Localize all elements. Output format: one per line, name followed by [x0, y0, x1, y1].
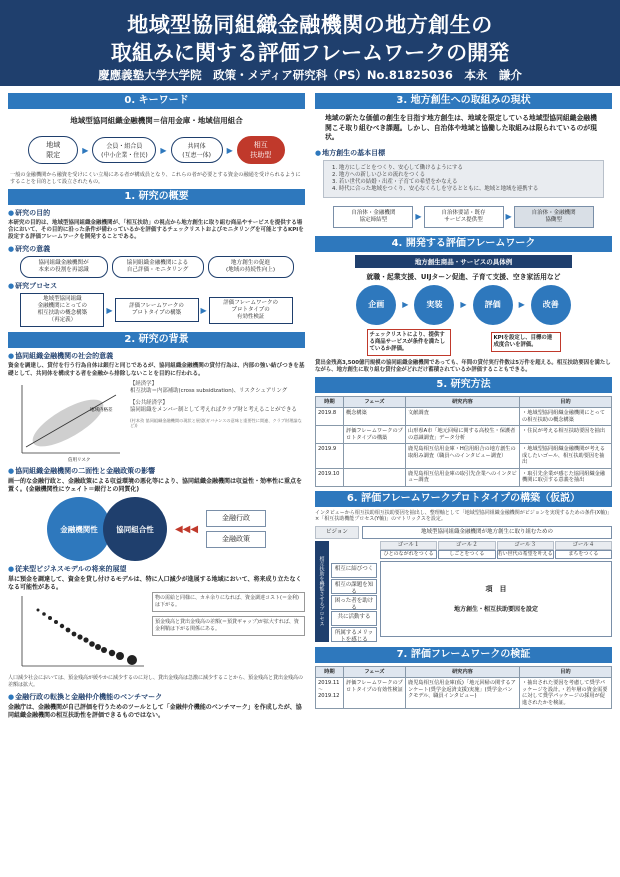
- bg-b-body: 画一的な金融行政と、金融政策による収益環境の悪化等により、協同組織金融機関は収益性・効率性に重点を置く。(金融機関性にウェイト＝銀行との同質化): [8, 478, 303, 493]
- process-title: ● 研究プロセス: [8, 281, 305, 291]
- cell: 2019.8: [316, 408, 344, 426]
- table-row: [316, 678, 612, 709]
- cell: 評価フレームワークのプロトタイプの構築: [344, 426, 406, 444]
- th-content: 研究内容: [406, 396, 520, 408]
- bg-a-title: ● 協同組織金融機関の社会的意義: [8, 351, 305, 361]
- bg-a-theory: [126, 381, 305, 428]
- cell: ・住民が考える相互扶助要因を抽出: [520, 426, 612, 444]
- bg-e-title: ● 金融行政の転換と金融仲介機能のベンチマーク: [8, 692, 305, 702]
- section-verification-header: 7. 評価フレームワークの検証: [315, 647, 612, 663]
- matrix-row-3: 困った者を助ける: [331, 595, 377, 610]
- cycle-act: 改善: [531, 285, 571, 325]
- approach-3: 自治体・金融機関 協働型: [514, 206, 594, 228]
- cell: 2019.11 〜 2019.12: [316, 678, 344, 709]
- deposit-gap-chart: [8, 592, 148, 674]
- section-current-header: 3. 地方創生への取組みの現状: [315, 93, 612, 109]
- matrix-rows: [331, 563, 377, 642]
- oval-community: 共同体 (互恵一体): [171, 137, 223, 163]
- matrix-body: [380, 541, 612, 642]
- box-policy: 金融政策: [206, 531, 266, 548]
- oval-region: 地域 限定: [28, 136, 78, 164]
- cell: 鹿児島相互信用金庫・H信用組合の地方創生の取組み調査（職員へのインタビュー調査）: [406, 444, 520, 469]
- examples-text: 就職・起業支援、UIJターン促進、子育て支援、空き家活用など: [366, 272, 561, 281]
- th-purpose: 目的: [520, 396, 612, 408]
- goal-text-1: ひとのながれをつくる: [380, 550, 437, 559]
- citation: (村本孜 協同組織金融機関の現状と展望(ガバナンスの意味と重要性に関連、クラブ財理論など)): [130, 418, 302, 428]
- note-checklist: チェックリストにより、提供する商品サービスが条件を満たしているか評価。: [367, 329, 451, 356]
- matrix-row-2: 相互の課題を知る: [331, 579, 377, 594]
- y-axis-label: 地域内格差: [90, 408, 113, 413]
- significance-title: ● 研究の意義: [8, 244, 305, 254]
- bg-d-figure: [8, 592, 305, 674]
- cycle-plan: 企画: [356, 285, 396, 325]
- matrix-row-1: 相互に結びつく: [331, 563, 377, 578]
- approach-1: 自治体・金融機関 協定締結型: [333, 206, 413, 228]
- poster-title-line1: 地域型協同組織金融機関の地方創生の: [127, 13, 493, 37]
- keyword-note: 一般の金融機関から融資を受けにくい立場にある者が構成員となり、これらの者が必要とする資金の融通を受けられるようにすることを目的として設立されたもの。: [10, 172, 301, 185]
- cell: 鹿児島相互信用金庫(仮)「地元回帰の関するアンケート(奨学金返済支援)実施」(奨学金バンクモデル、職員インタビュー): [406, 678, 520, 709]
- cycle-notes: [315, 329, 612, 356]
- oval-mutual-aid: 相互 扶助型: [237, 136, 285, 164]
- right-column: [315, 93, 612, 709]
- cell: ・取引先企業が感じた協同組織金融機関に取引する意義を抽出: [520, 468, 612, 486]
- matrix-row-5: 所属するメリットを感じる: [331, 627, 377, 642]
- public-econ-label: 【公共経済学】: [130, 400, 168, 406]
- method-table: [315, 396, 612, 487]
- goal-1: 1. 地方にしごとをつくり、安心して働けるようにする: [332, 164, 463, 171]
- verification-table: [315, 666, 612, 710]
- goal-3: 3. 若い世代の結婚・出産・子育ての希望をかなえる: [332, 178, 458, 185]
- goal-col-2: ゴール２: [438, 541, 495, 550]
- cell: [316, 426, 344, 444]
- approach-flow: 自治体・金融機関 協定締結型 ▶ 自治体要請・既存 サービス提供型 ▶ 自治体・金融機関 協働型: [315, 206, 612, 228]
- bg-d-notes: [148, 592, 305, 636]
- cycle-do: 実装: [414, 285, 454, 325]
- matrix-row-4: 共に活動する: [331, 611, 377, 626]
- section-prototype-header: 6. 評価フレームワークプロトタイプの構築（仮説）: [315, 491, 612, 507]
- vision-row: [315, 526, 612, 539]
- th-phase: フェーズ: [344, 396, 406, 408]
- purpose-title: ● 研究の目的: [8, 208, 305, 218]
- goal-headers: [380, 541, 612, 550]
- box-admin: 金融行政: [206, 510, 266, 527]
- cell: 概念構築: [344, 408, 406, 426]
- circle-cooperative: 協同組合性: [103, 497, 167, 561]
- bg-b-title: ● 協同組織金融機関の二面性と金融政策の影響: [8, 466, 305, 476]
- th-content: 研究内容: [406, 666, 520, 678]
- note-rate: 物の需給と同様に、カネ余りになれば、資金調達コスト(＝金利)は下がる。: [152, 592, 305, 612]
- cycle-check: 評価: [473, 285, 513, 325]
- cell: [344, 444, 406, 469]
- th-phase: フェーズ: [344, 666, 406, 678]
- table-row: [316, 444, 612, 469]
- approach-2: 自治体要請・既存 サービス提供型: [424, 206, 504, 228]
- table-row: [316, 426, 612, 444]
- section-overview-header: 1. 研究の概要: [8, 189, 305, 205]
- section-keyword-header: 0. キーワード: [8, 93, 305, 109]
- bg-d-title: ● 従来型ビジネスモデルの将来的展望: [8, 564, 305, 574]
- significance-item-1: 協同組織金融機関が 本来の役割を再認識: [20, 256, 108, 278]
- header-banner: [0, 0, 620, 86]
- goal-col-4: ゴール４: [555, 541, 612, 550]
- cell: ・地域型協同組織金融機関が考える成したいゴール、相互扶助要因を抽出: [520, 444, 612, 469]
- goal-2: 2. 地方への新しいひとの流れをつくる: [332, 171, 426, 178]
- significance-items: [8, 256, 305, 278]
- matrix: [315, 541, 612, 642]
- poster-author: 慶應義塾大学大学院 政策・メディア研究科（PS）No.81825036 本永 謙介: [98, 68, 522, 82]
- cell: 2019.10: [316, 468, 344, 486]
- significance-item-2: 協同組織金融機関による 自己評価・モニタリング: [112, 256, 204, 278]
- goals-box: [323, 160, 604, 198]
- matrix-center: [380, 561, 612, 637]
- matrix-center-sub: 地方創生・相互扶助要因を設定: [453, 606, 538, 613]
- x-axis-label: 信用リスク: [68, 458, 91, 463]
- th-period: 時期: [316, 396, 344, 408]
- bg-a-body: 資金を調達し、貸付を行う行為自体は銀行と同じであるが、協同組織金融機関の貸付行為は、内部の強い結びつきを基礎として、共同体を構成する者を金融から排除しないことを目的に行われる。: [8, 363, 305, 377]
- vision-text: 地域型協同組織金融機関が地方創生に取り組むための: [362, 526, 612, 539]
- current-body: 地域の新たな価値の創生を目指す地方創生は、地域を限定している地域型協同組織金融機関こそ取り組むべき課題。しかし、自治体や地域と協働した取組みは限られているのが現状。: [325, 114, 597, 141]
- cell: [344, 468, 406, 486]
- pressure-arrow-icon: ◀◀◀: [174, 523, 199, 535]
- cell: 文献調査: [406, 408, 520, 426]
- goal-text-2: しごとをつくる: [438, 550, 495, 559]
- goal-col-3: ゴール３: [497, 541, 554, 550]
- y-axis-process: 相互扶助を機能させるプロセス: [315, 541, 329, 642]
- poster-title-line2: 取組みに関する評価フレームワークの開発: [110, 41, 510, 65]
- examples-bar: 地方創生商品・サービスの具体例: [355, 255, 572, 268]
- econ-body: 相互扶助＝内部補助(cross subsidization)、リスクシェアリング: [130, 388, 288, 394]
- process-step-2: 評価フレームワークの プロトタイプの構築: [115, 298, 199, 322]
- keyword-definition: 地域型協同組織金融機関＝信用金庫・地域信用組合: [70, 116, 243, 125]
- process-flow: 地域型協同組織 金融機関にとっての 相互扶助の概念構築 （再定義） ▶ 評価フレームワークの プロトタイプの構築 ▶ 評価フレームワークの プロトタイプの 有効性検証: [8, 293, 305, 327]
- matrix-center-title: 項 目: [485, 585, 507, 593]
- cell: ・地域型協同組織金融機関にとっての相互扶助の概念構築: [520, 408, 612, 426]
- framework-foot: 貸出金残高3,500億円規模の協同組織金融機関であっても、年間の貸付実行件数は5万件を超える。相互扶助要因を満たしながら、地方創生に取り組む貸付金がどれだけ蓄積されているか評価することもできる。: [315, 359, 611, 373]
- note-gap: 預金残高と貸出金残高の差額(＝預貸ギャップ)が拡大すれば、資金利鞘は下がる関係にある。: [152, 616, 305, 636]
- cell: ・抽出された要因を考慮して奨学パッケージを設計。・若年層の資金需要に対して奨学パッケージの採用が促進されたかを検証。: [520, 678, 612, 709]
- left-column: [8, 93, 305, 720]
- risk-distribution-chart: [8, 381, 126, 463]
- vision-label: ビジョン: [315, 526, 359, 539]
- goal-text-3: 若い世代の希望を叶える: [497, 550, 553, 557]
- th-purpose: 目的: [520, 666, 612, 678]
- section-method-header: 5. 研究方法: [315, 377, 612, 393]
- keyword-ovals: 地域 限定 ▶ 会員・組合員 (中小企業・住民) ▶ 共同体 (互恵一体) ▶ 相互 扶助型: [8, 133, 305, 167]
- bg-e-body: 金融庁は、金融機関が自己評価を行うためのツールとして「金融仲介機能のベンチマーク」を作成したが、協同組織金融機関の相互扶助性を評価できるものではない。: [8, 704, 302, 719]
- goals-title: ● 地方創生の基本目標: [315, 148, 612, 158]
- oval-members: 会員・組合員 (中小企業・住民): [92, 137, 156, 163]
- purpose-body: 本研究の目的は、地域型協同組織金融機関が、「相互扶助」の視点から地方創生に取り組む商品やサービスを提供する場合において、その目的に沿った条件が備わっているかを評価するチェックリストおよびモニタリングを可能とするKPIを設定する評価フレームワークを開発することである。: [8, 220, 304, 240]
- section-background-header: 2. 研究の背景: [8, 332, 305, 348]
- section-framework-header: 4. 開発する評価フレームワーク: [315, 236, 612, 252]
- cell: 2019.9: [316, 444, 344, 469]
- cell: 評価フレームワークのプロトタイプの有効性検証: [344, 678, 406, 709]
- table-row: [316, 408, 612, 426]
- bg-d-body: 単に預金を調達して、資金を貸し付けるモデルは、特に人口減少が進展する地域において、将来成り立たなくなる可能性がある。: [8, 576, 302, 591]
- process-step-3: 評価フレームワークの プロトタイプの 有効性検証: [209, 297, 293, 324]
- policy-boxes: [206, 510, 266, 548]
- note-kpi: KPIを設定し、目標の達成度合いを評価。: [491, 332, 561, 352]
- bg-d-foot: 人口減少社会においては、預金残高が緩やかに減少するのに対し、貸出金残高は急激に減少することから、預金残高と貸出金残高の差額は拡大。: [8, 675, 304, 688]
- process-step-1: 地域型協同組織 金融機関にとっての 相互扶助の概念構築 （再定義）: [20, 293, 104, 327]
- cell: 山形県A市「地元回帰に関する高校生・保護者の意識調査」データ分析: [406, 426, 520, 444]
- prototype-intro: インタビューから相互扶助相互扶助要因を抽出し、整理軸として「地域型協同組織金融機関がビジョンを実現するための条件(X軸)」×「相互扶助機能プロセス(Y軸)」のマトリックスを設定。: [315, 509, 610, 522]
- cell: 鹿児島相互信用金庫の取引先企業へのインタビュー調査: [406, 468, 520, 486]
- circle-financial: 金融機関性: [47, 497, 111, 561]
- goal-col-1: ゴール１: [380, 541, 437, 550]
- goal-text-4: まちをつくる: [555, 550, 612, 559]
- significance-item-3: 地方創生の促進 (地域の持続性向上): [208, 256, 294, 278]
- econ-label: 【経済学】: [130, 381, 157, 387]
- public-econ-body: 協同組織をメンバー制として考えればクラブ財と考えることができる: [130, 407, 297, 413]
- goal-4: 4. 時代に合った地域をつくり、安心なくらしを守るとともに、地域と地域を連携する: [332, 185, 539, 192]
- th-period: 時期: [316, 666, 344, 678]
- cycle: 企画 ▶ 実装 ▶ 評価 ▶ 改善: [315, 285, 612, 325]
- duality-figure: [8, 497, 305, 561]
- bg-a-figure: [8, 381, 305, 463]
- goal-texts: [380, 550, 612, 559]
- table-row: [316, 468, 612, 486]
